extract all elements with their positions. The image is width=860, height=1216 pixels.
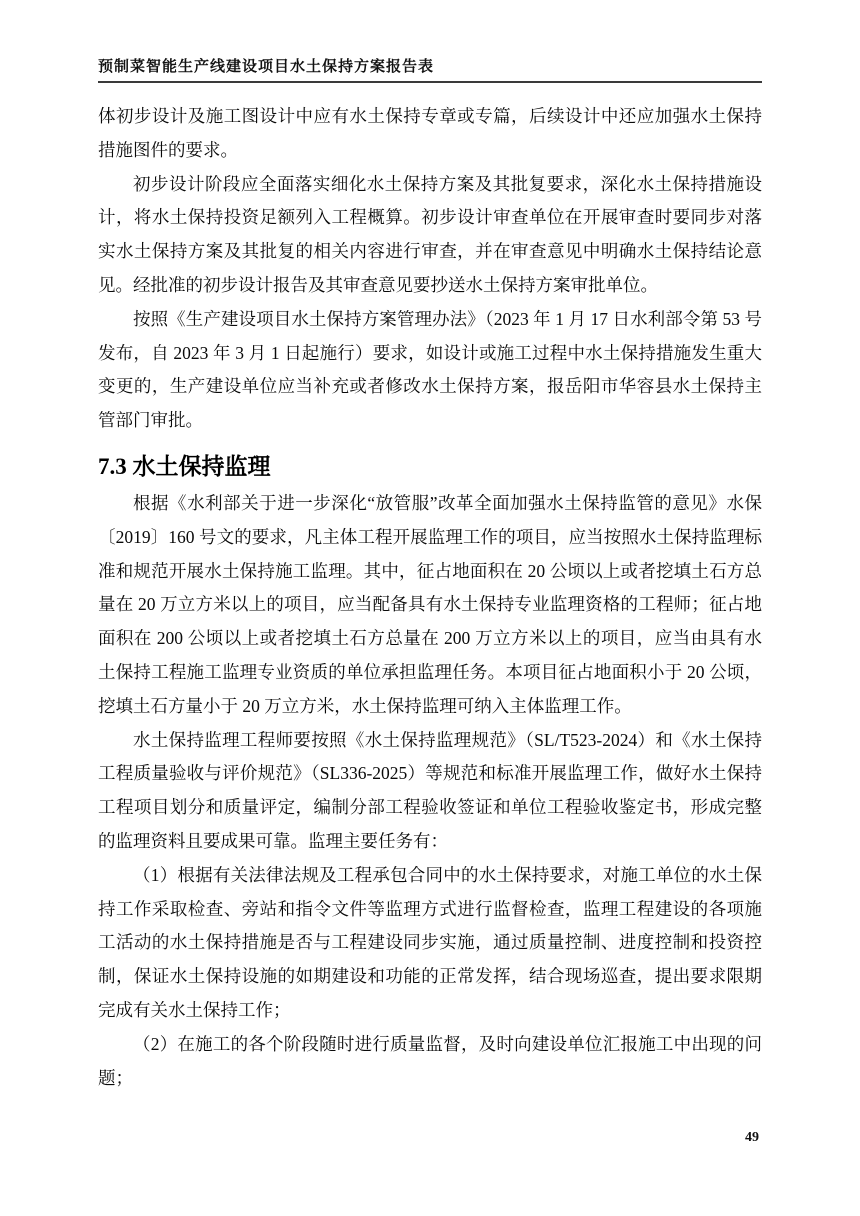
- paragraph-management-measures: 按照《生产建设项目水土保持方案管理办法》（2023 年 1 月 17 日水利部令第 53 号发布，自 2023 年 3 月 1 日起施行）要求，如设计或施工过程中水土保持措施发生重大变更的，生产建设单位应当补充或者修改水土保持方案，报岳阳市华容县水土保持主管部门审批。: [98, 308, 762, 431]
- page-number: 49: [745, 1130, 759, 1145]
- paragraph-preliminary-design: 初步设计阶段应全面落实细化水土保持方案及其批复要求，深化水土保持措施设计，将水土保持投资足额列入工程概算。初步设计审查单位在开展审查时要同步对落实水土保持方案及其批复的相关内容进行审查，并在审查意见中明确水土保持结论意见。经批准的初步设计报告及其审查意见要抄送水土保持方案审批单位。: [98, 173, 762, 295]
- paragraph-task-1: （1）根据有关法律法规及工程承包合同中的水土保持要求，对施工单位的水土保持工作采取检查、旁站和指令文件等监理方式进行监督检查，监理工程建设的各项施工活动的水土保持措施是否与工程建设同步实施，通过质量控制、进度控制和投资控制，保证水土保持设施的如期建设和功能的正常发挥，结合现场巡查，提出要求限期完成有关水土保持工作；: [98, 864, 762, 1020]
- paragraph-supervision-policy: 根据《水利部关于进一步深化“放管服”改革全面加强水土保持监管的意见》水保〔2019〕160 号文的要求，凡主体工程开展监理工作的项目，应当按照水土保持监理标准和规范开展水土保持施工监理。其中，征占地面积在 20 公顷以上或者挖填土石方总量在 20 万立方米以上的项目，应当配备具有水土保持专业监理资格的工程师；征占地面积在 200 公顷以上或者挖填土石方总量在 200 万立方米以上的项目，应当由具有水土保持工程施工监理专业资质的单位承担监理任务。本项目征占地面积小于 20 公顷，挖填土石方量小于 20 万立方米，水土保持监理可纳入主体监理工作。: [98, 492, 762, 716]
- running-header: [98, 0, 762, 83]
- section-heading-7-3: 7.3 水土保持监理: [98, 453, 271, 479]
- paragraph-task-2: （2）在施工的各个阶段随时进行质量监督，及时向建设单位汇报施工中出现的问题；: [98, 1033, 762, 1088]
- paragraph-design-requirements: 体初步设计及施工图设计中应有水土保持专章或专篇，后续设计中还应加强水土保持措施图件的要求。: [98, 106, 762, 160]
- header-rule: [98, 81, 762, 83]
- document-body: [98, 100, 762, 1095]
- paragraph-supervision-engineer: 水土保持监理工程师要按照《水土保持监理规范》（SL/T523-2024）和《水土保持工程质量验收与评价规范》（SL336-2025）等规范和标准开展监理工作，做好水土保持工程项目划分和质量评定，编制分部工程验收签证和单位工程验收鉴定书，形成完整的监理资料且要成果可靠。监理主要任务有：: [98, 729, 762, 851]
- header-title: 预制菜智能生产线建设项目水土保持方案报告表: [98, 59, 435, 75]
